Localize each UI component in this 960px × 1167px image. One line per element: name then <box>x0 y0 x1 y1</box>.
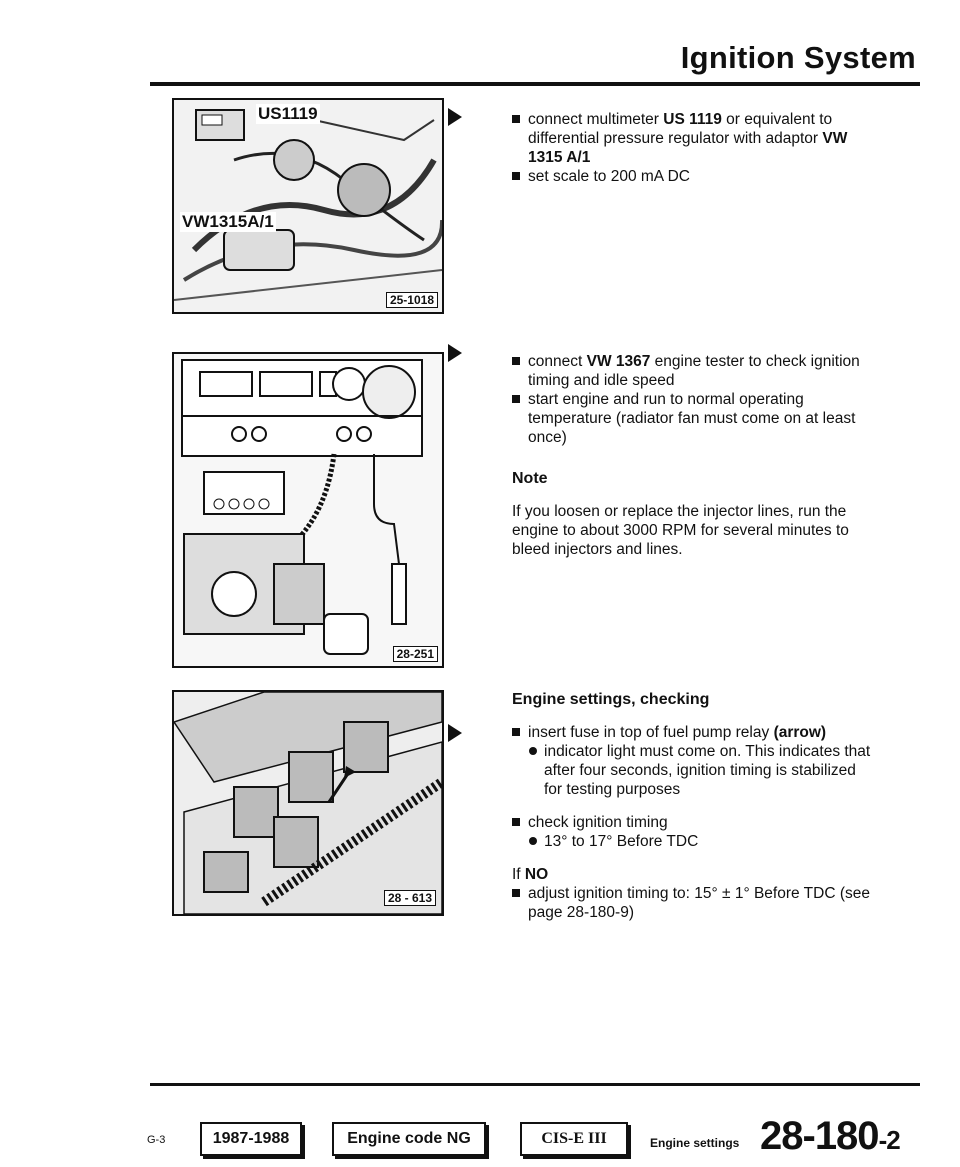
bullet-check-timing: check ignition timing <box>512 813 872 832</box>
figure-engine-tester <box>172 352 444 668</box>
bullet-connect-tester: connect VW 1367 engine tester to check ignition timing and idle speed <box>512 352 872 390</box>
section-label: Engine settings <box>650 1136 740 1150</box>
footer-rule <box>150 1083 920 1086</box>
note-heading: Note <box>512 470 548 487</box>
step-arrow-icon <box>448 108 462 126</box>
page-header-title: Ignition System <box>680 40 916 75</box>
figure-multimeter-connection <box>172 98 444 314</box>
page-code: G-3 <box>147 1134 166 1146</box>
bullet-insert-fuse: insert fuse in top of fuel pump relay (arrow) <box>512 723 872 742</box>
figure-tag: 25-1018 <box>386 292 438 308</box>
bullet-connect-multimeter: connect multimeter US 1119 or equivalent to differential pressure regulator with adaptor VW 1315 A/1 <box>512 110 872 167</box>
bullet-set-scale: set scale to 200 mA DC <box>512 167 872 186</box>
page-number: 28-180-2 <box>760 1114 900 1158</box>
figure-tag: 28 - 613 <box>384 890 436 906</box>
bullet-adjust-timing: adjust ignition timing to: 15° ± 1° Before TDC (see page 28-180-9) <box>512 884 872 922</box>
header-rule <box>150 82 920 86</box>
system-box: CIS-E III <box>520 1122 628 1156</box>
step-arrow-icon <box>448 344 462 362</box>
callout-vw1315a1: VW1315A/1 <box>182 212 274 231</box>
if-no-line: If NO <box>512 866 549 883</box>
figure-relay-panel <box>172 690 444 916</box>
model-years-box: 1987-1988 <box>200 1122 302 1156</box>
note-text: If you loosen or replace the injector lines, run the engine to about 3000 RPM for several minutes to bleed injectors and lines. <box>512 503 849 558</box>
sub-indicator-light: indicator light must come on. This indicates that after four seconds, ignition timing is stabilized for testing purposes <box>512 742 872 799</box>
relay-panel-illustration <box>174 692 442 914</box>
step-engine-settings <box>512 690 872 922</box>
engine-tester-illustration <box>174 354 442 666</box>
figure-tag: 28-251 <box>393 646 438 662</box>
bullet-start-engine: start engine and run to normal operating temperature (radiator fan must come on at least once) <box>512 390 872 447</box>
section-heading: Engine settings, checking <box>512 691 710 708</box>
step-multimeter <box>512 110 872 186</box>
engine-code-box: Engine code NG <box>332 1122 486 1156</box>
engine-bay-illustration <box>174 100 442 312</box>
callout-us1119: US1119 <box>258 104 318 123</box>
step-engine-tester <box>512 352 872 559</box>
step-arrow-icon <box>448 724 462 742</box>
sub-timing-range: 13° to 17° Before TDC <box>512 832 872 851</box>
